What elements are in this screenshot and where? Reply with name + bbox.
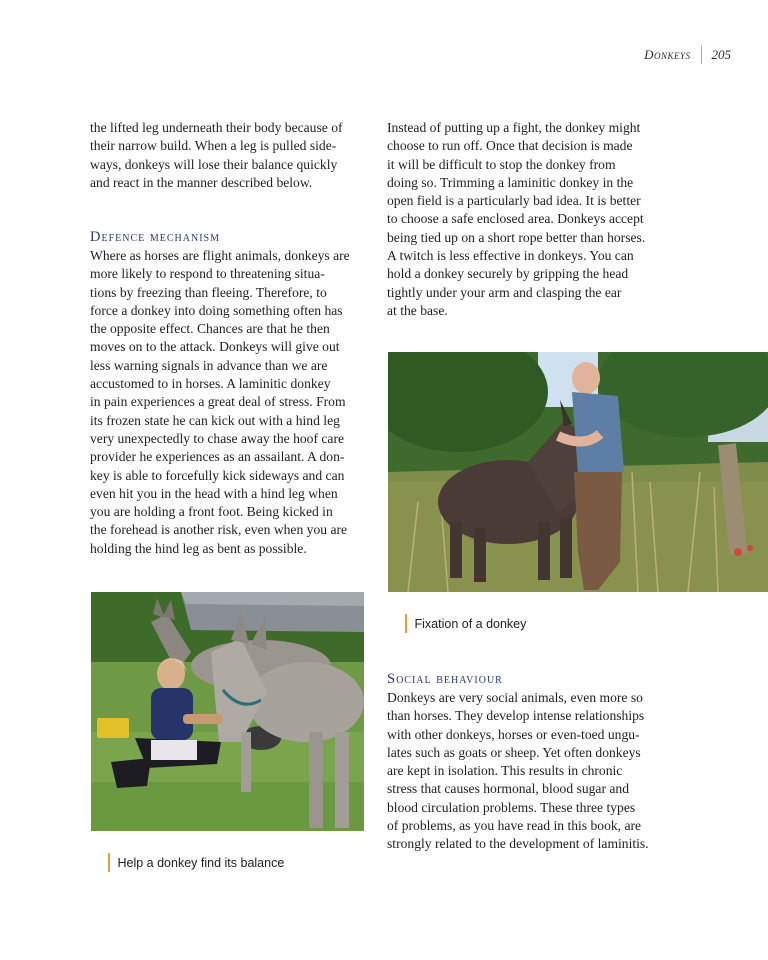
text-line: the forehead is another risk, even when you are: [90, 522, 348, 538]
text-line: even hit you in the head with a hind leg when: [90, 485, 338, 501]
text-line: stress that causes hormonal, blood sugar and: [387, 781, 629, 797]
caption-accent-rule: [405, 614, 407, 633]
text-line: Where as horses are flight animals, donkeys are: [90, 248, 350, 263]
text-line: strongly related to the development of laminitis.: [387, 836, 649, 852]
caption-text: Help a donkey find its balance: [117, 855, 285, 870]
text-line: tightly under your arm and clasping the ear: [387, 284, 622, 300]
text-line: with other donkeys, horses or even-toed ungu-: [387, 726, 640, 742]
text-line: tions by freezing than fleeing. Therefore, to: [90, 284, 327, 300]
text-line: the opposite effect. Chances are that he then: [90, 321, 330, 337]
running-head: [644, 46, 731, 64]
text-line: hold a donkey securely by gripping the head: [387, 266, 629, 282]
defence-mechanism-heading: Defence mechanism: [90, 229, 220, 245]
defence-mechanism-paragraph: [90, 247, 350, 558]
donkey-balance-caption: [108, 853, 284, 872]
text-line: Donkeys are very social animals, even more so: [387, 690, 643, 705]
text-line: holding the hind leg as bent as possible.: [90, 540, 307, 556]
text-line: you are holding a front foot. Being kicked in: [90, 504, 333, 520]
text-line: doing so. Trimming a laminitic donkey in the: [387, 174, 634, 190]
text-line: to choose a safe enclosed area. Donkeys accept: [387, 211, 644, 227]
donkey-fixation-caption: [405, 614, 526, 633]
text-line: are kept in isolation. This results in chronic: [387, 763, 623, 779]
text-line: being tied up on a short rope better than horses.: [387, 229, 646, 245]
social-behaviour-paragraph: [387, 689, 649, 854]
social-behaviour-heading: Social behaviour: [387, 671, 503, 687]
text-line: choose to run off. Once that decision is made: [387, 138, 633, 154]
text-line: blood circulation problems. These three types: [387, 799, 636, 815]
donkey-fixation-photo: [388, 352, 768, 592]
donkey-balance-photo: [91, 592, 364, 831]
text-line: more likely to respond to threatening situa-: [90, 266, 325, 282]
right-intro-paragraph: [387, 119, 645, 320]
running-head-section: Donkeys: [644, 47, 691, 62]
text-line: than horses. They develop intense relationships: [387, 708, 645, 724]
text-line: the lifted leg underneath their body because of: [90, 120, 343, 135]
text-line: Instead of putting up a fight, the donkey might: [387, 120, 641, 135]
text-line: lates such as goats or sheep. Yet often donkeys: [387, 744, 641, 760]
caption-text: Fixation of a donkey: [414, 616, 527, 631]
text-line: key is able to forcefully kick sideways and can: [90, 467, 345, 483]
page-number: 205: [711, 47, 731, 62]
text-line: open field is a particularly bad idea. It is better: [387, 193, 641, 209]
text-line: force a donkey into doing something often has: [90, 302, 343, 318]
text-line: it will be difficult to stop the donkey from: [387, 156, 616, 172]
caption-accent-rule: [108, 853, 110, 872]
text-line: less warning signals in advance than we are: [90, 357, 328, 373]
text-line: its frozen state he can kick out with a hind leg: [90, 412, 340, 428]
text-line: and react in the manner described below.: [90, 174, 313, 190]
text-line: very unexpectedly to chase away the hoof care: [90, 430, 345, 446]
text-line: ways, donkeys will lose their balance quickly: [90, 156, 338, 172]
text-line: in pain experiences a great deal of stress. From: [90, 394, 346, 410]
text-line: accustomed to in horses. A laminitic donkey: [90, 376, 331, 392]
text-line: A twitch is less effective in donkeys. You can: [387, 248, 634, 264]
text-line: provider he experiences as an assailant. A don-: [90, 449, 345, 465]
text-line: of problems, as you have read in this book, are: [387, 818, 642, 834]
text-line: moves on to the attack. Donkeys will give out: [90, 339, 340, 355]
left-intro-paragraph: [90, 119, 343, 192]
text-line: their narrow build. When a leg is pulled side-: [90, 138, 337, 154]
text-line: at the base.: [387, 302, 448, 318]
